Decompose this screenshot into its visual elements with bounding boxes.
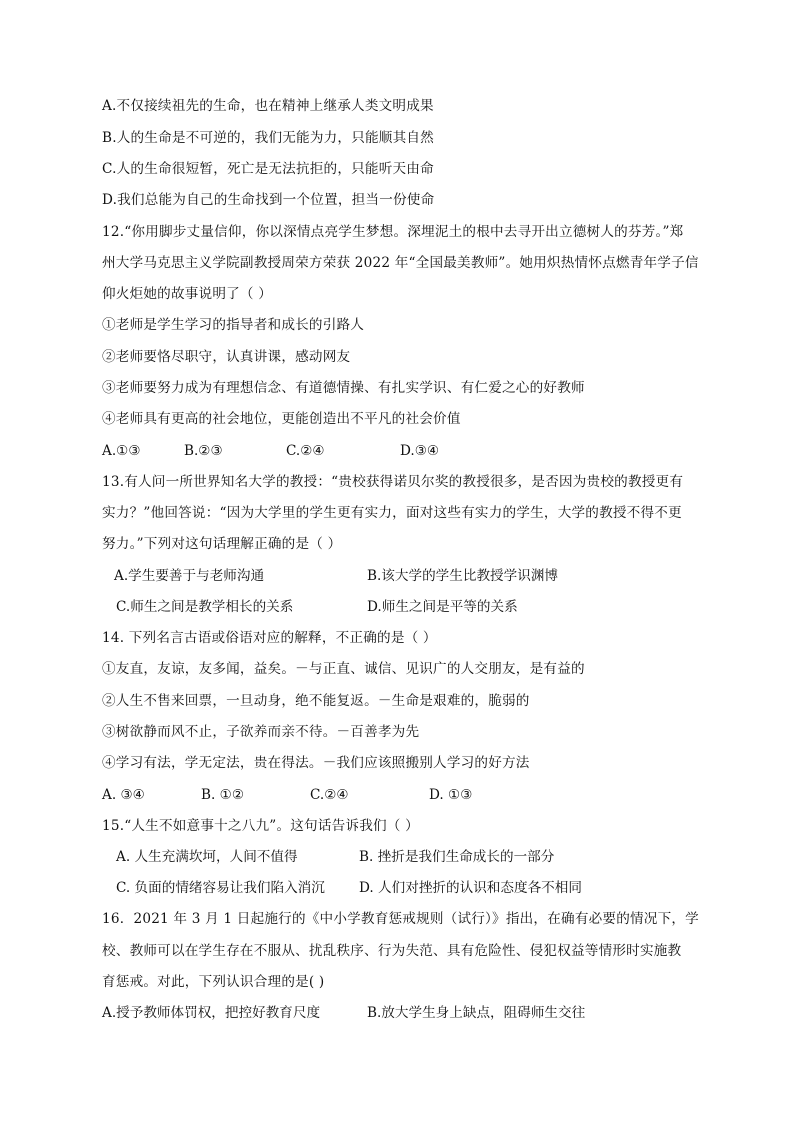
q13-choice-d: D.师生之间是平等的关系 bbox=[367, 599, 518, 615]
q15-stem: 15.“人生不如意事十之八九”。这句话告诉我们（ ） bbox=[102, 818, 419, 834]
q14-item-2: ②人生不售来回票，一旦动身，绝不能复返。－生命是艰难的，脆弱的 bbox=[102, 693, 530, 709]
q16-choice-b: B.放大学生身上缺点，阻碍师生交往 bbox=[367, 1005, 586, 1021]
q14-stem: 14. 下列名言古语或俗语对应的解释，不正确的是（ ） bbox=[102, 630, 437, 646]
q13-stem-line-3: 努力。”下列对这句话理解正确的是（ ） bbox=[102, 536, 342, 552]
q14-choice-a: A. ③④ bbox=[102, 787, 145, 803]
q15-choice-d: D. 人们对挫折的认识和态度各不相同 bbox=[359, 880, 582, 896]
q15-choice-b: B. 挫折是我们生命成长的一部分 bbox=[359, 849, 555, 865]
q13-choice-b: B.该大学的学生比教授学识渊博 bbox=[367, 568, 559, 584]
q11-option-c: C.人的生命很短暂，死亡是无法抗拒的，只能听天由命 bbox=[102, 161, 434, 177]
q16-stem-line-1: 16．2021 年 3 月 1 日起施行的《中小学教育惩戒规则（试行）》指出，在确有必要的情况下，学 bbox=[102, 911, 699, 927]
q14-choice-d: D. ①③ bbox=[429, 787, 473, 803]
q12-choice-c: C.②④ bbox=[286, 443, 325, 459]
q11-option-a: A.不仅接续祖先的生命，也在精神上继承人类文明成果 bbox=[102, 98, 434, 114]
q12-item-1: ①老师是学生学习的指导者和成长的引路人 bbox=[102, 317, 365, 333]
q14-choice-b: B. ①② bbox=[201, 787, 245, 803]
q13-choice-a: A.学生要善于与老师沟通 bbox=[114, 568, 265, 584]
q14-item-4: ④学习有法，学无定法，贵在得法。－我们应该照搬别人学习的好方法 bbox=[102, 755, 530, 771]
q12-item-2: ②老师要恪尽职守，认真讲课，感动网友 bbox=[102, 349, 351, 365]
q16-stem-line-3: 育惩戒。对此，下列认识合理的是( ) bbox=[102, 974, 325, 990]
q12-item-3: ③老师要努力成为有理想信念、有道德情操、有扎实学识、有仁爱之心的好教师 bbox=[102, 380, 585, 396]
q12-stem-line-2: 州大学马克思主义学院副教授周荣方荣获 2022 年“全国最美教师”。她用炽热情怀点燃青年学子信 bbox=[102, 255, 699, 271]
q11-option-d: D.我们总能为自己的生命找到一个位置，担当一份使命 bbox=[102, 192, 435, 208]
q12-stem-line-1: 12.“你用脚步丈量信仰，你以深情点亮学生梦想。深埋泥土的根中去寻开出立德树人的芬芳。”郑 bbox=[102, 224, 684, 240]
q14-choice-c: C.②④ bbox=[310, 787, 349, 803]
q11-option-b: B.人的生命是不可逆的，我们无能为力，只能顺其自然 bbox=[102, 130, 434, 146]
q16-stem-line-2: 校、教师可以在学生存在不服从、扰乱秩序、行为失范、具有危险性、侵犯权益等情形时实施教 bbox=[102, 943, 682, 959]
q12-choice-d: D.③④ bbox=[400, 443, 440, 459]
q14-item-1: ①友直，友谅，友多闻，益矣。－与正直、诚信、见识广的人交朋友，是有益的 bbox=[102, 661, 585, 677]
q14-item-3: ③树欲静而风不止，子欲养而亲不待。－百善孝为先 bbox=[102, 724, 420, 740]
q15-choice-c: C. 负面的情绪容易让我们陷入消沉 bbox=[116, 880, 325, 896]
q13-stem-line-2: 实力？”他回答说：“因为大学里的学生更有实力，面对这些有实力的学生，大学的教授不得不更 bbox=[102, 505, 682, 521]
q12-choice-a: A.①③ bbox=[102, 443, 141, 459]
q16-choice-a: A.授予教师体罚权，把控好教育尺度 bbox=[102, 1005, 321, 1021]
q15-choice-a: A. 人生充满坎坷，人间不值得 bbox=[116, 849, 298, 865]
q12-stem-line-3: 仰火炬她的故事说明了（ ） bbox=[102, 286, 273, 302]
q13-choice-c: C.师生之间是教学相长的关系 bbox=[116, 599, 294, 615]
q12-item-4: ④老师具有更高的社会地位，更能创造出不平凡的社会价值 bbox=[102, 411, 461, 427]
q13-stem-line-1: 13.有人问一所世界知名大学的教授：“贵校获得诺贝尔奖的教授很多，是否因为贵校的教授更有 bbox=[102, 474, 684, 490]
q12-choice-b: B.②③ bbox=[184, 443, 223, 459]
